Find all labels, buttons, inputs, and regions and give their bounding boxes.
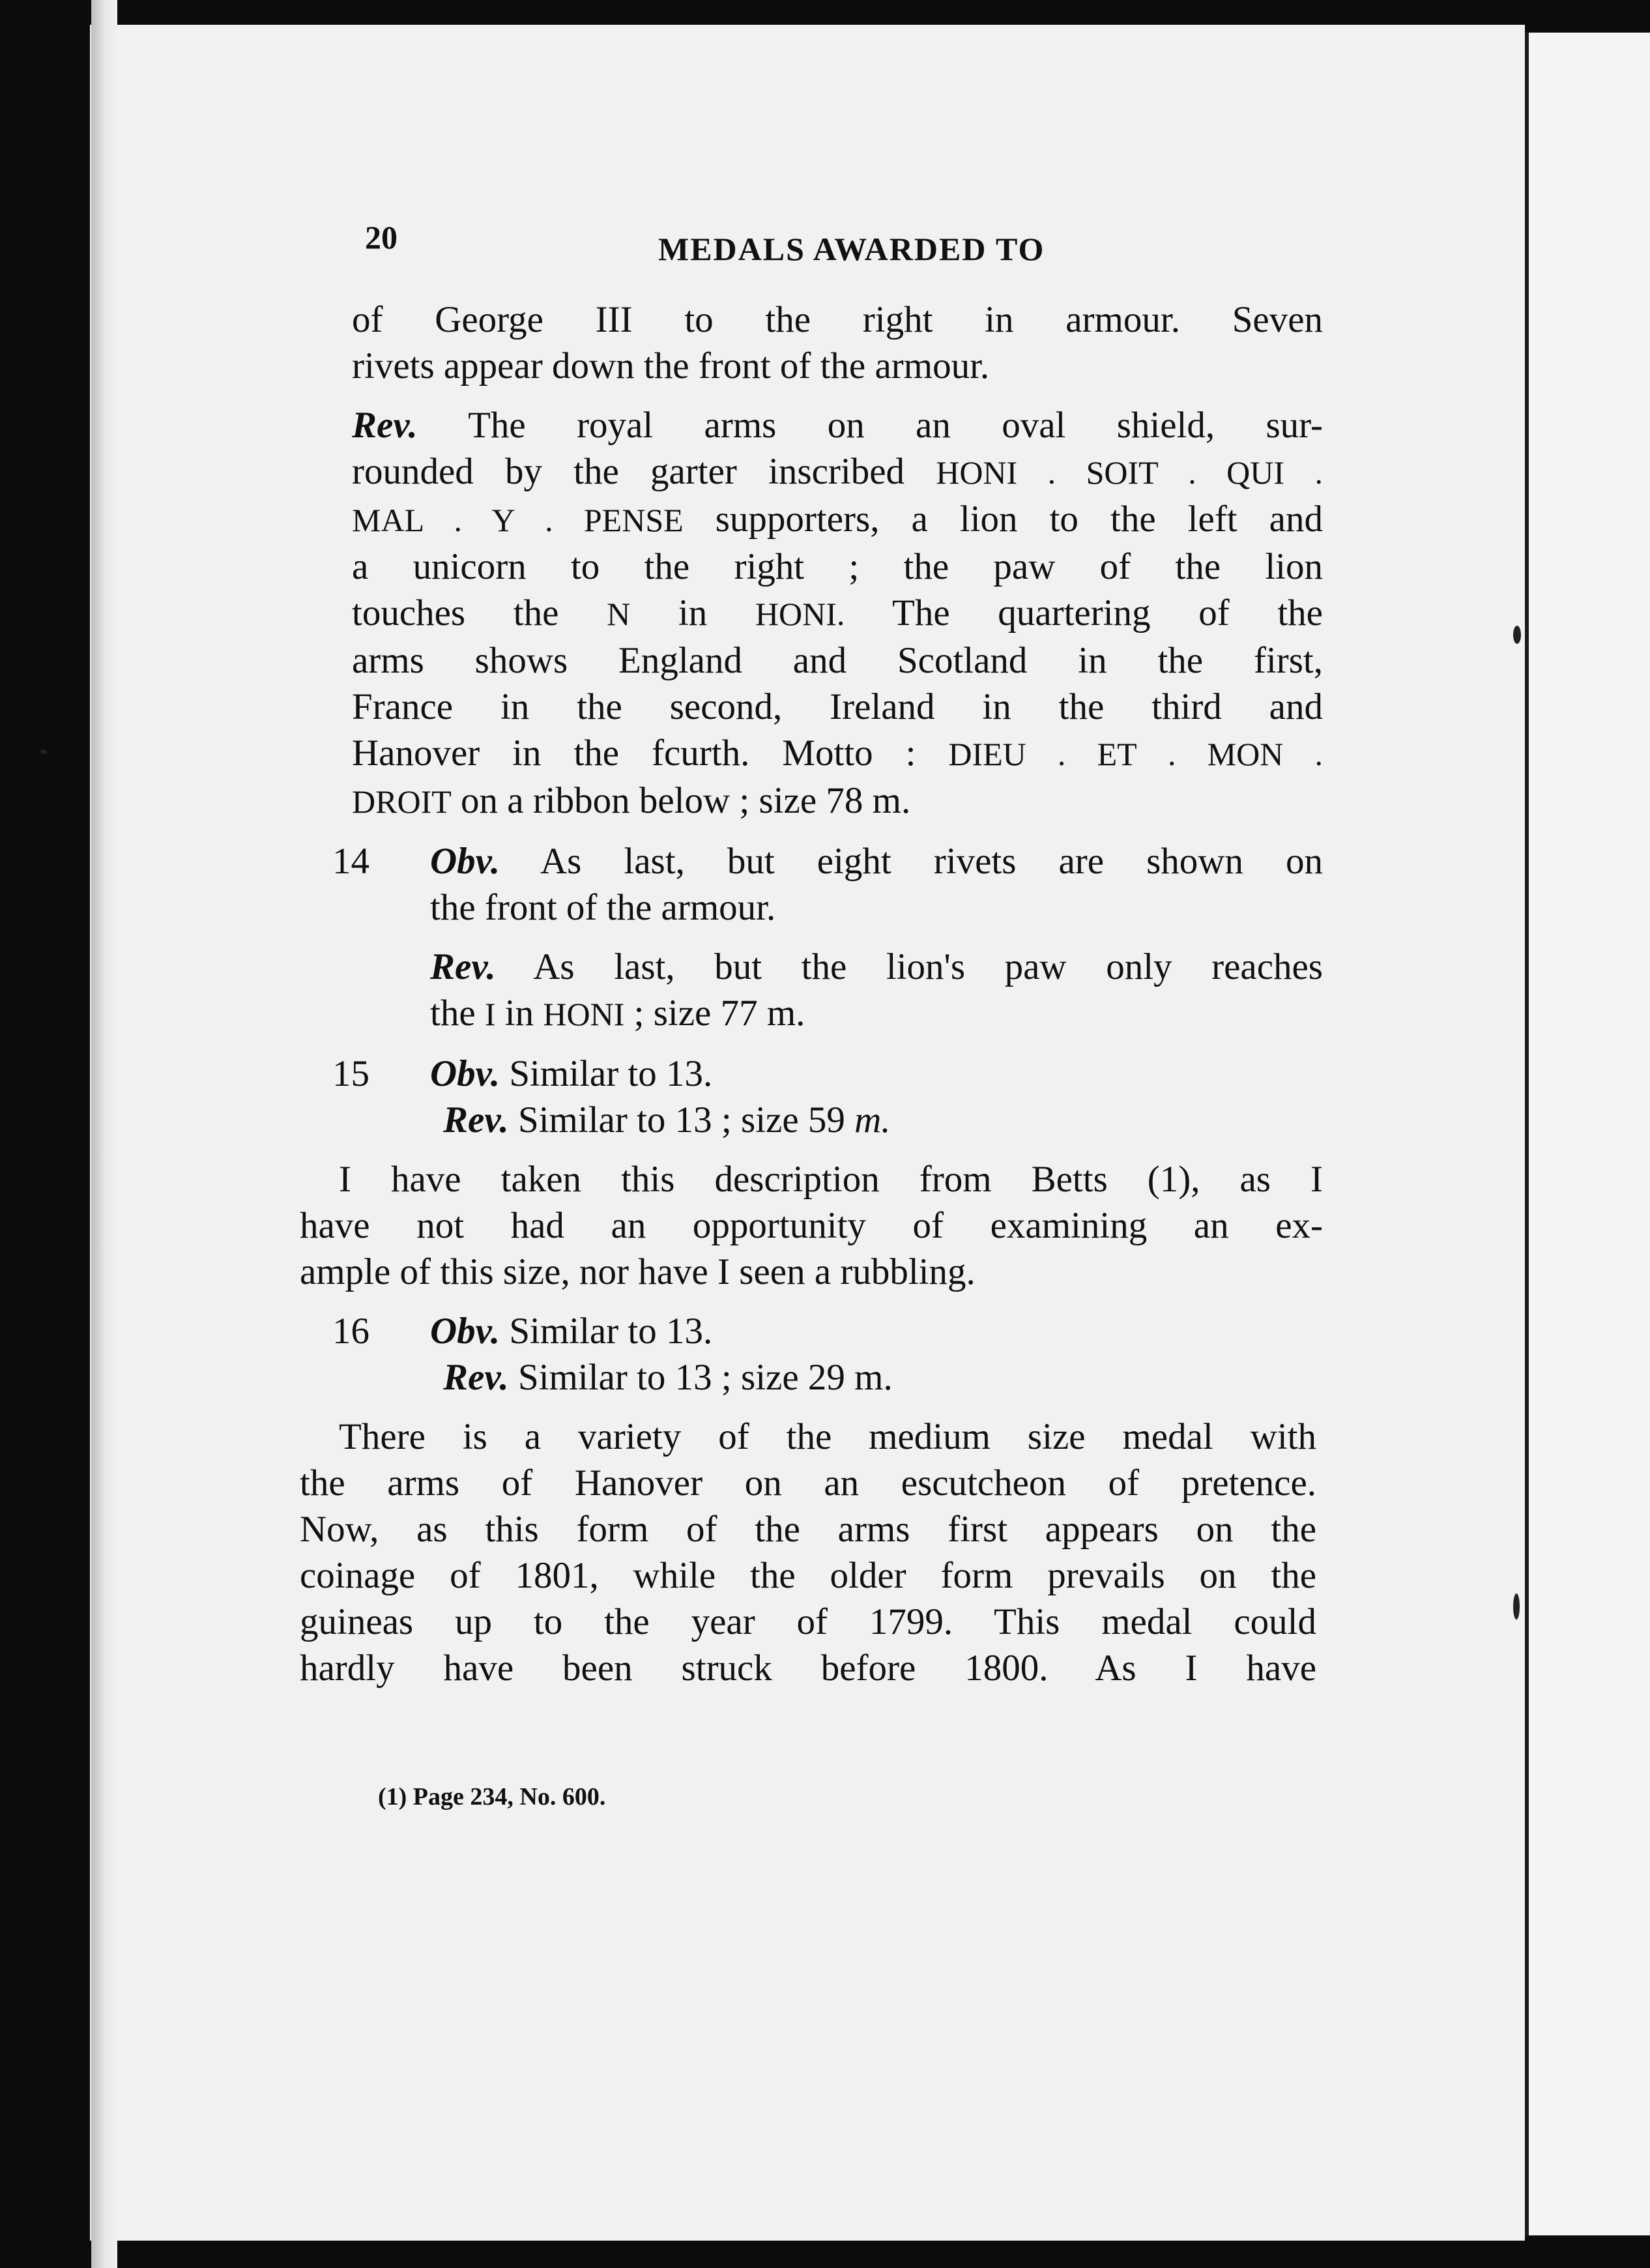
text-span: m. [854, 1099, 891, 1141]
entry-15-obv [332, 1051, 1323, 1097]
small-caps-span: DIEU . ET . MON . [948, 736, 1324, 772]
text-span: The royal arms on an oval shield, sur- [468, 405, 1323, 446]
text-span: rounded by the garter inscribed [352, 451, 936, 492]
text-line: guineas up to the year of 1799. This medal could [300, 1601, 1316, 1642]
text-line: Now, as this form of the arms first appears on the [300, 1509, 1316, 1550]
obv-label: Obv. [430, 1053, 500, 1094]
small-caps-span: DROIT [352, 783, 452, 820]
paragraph-variety [300, 1414, 1316, 1691]
text-line [430, 838, 1323, 884]
text-span: Similar to 13 ; size 29 m. [518, 1357, 893, 1398]
text-line: coinage of 1801, while the older form prevails on the [300, 1555, 1316, 1596]
text-span: Hanover in the fcurth. Motto : [352, 733, 949, 774]
small-caps-span: I [484, 996, 496, 1032]
small-caps-span: HONI. [755, 596, 845, 632]
text-line [352, 590, 1323, 637]
text-line: arms shows England and Scotland in the first, [352, 640, 1323, 681]
text-line [430, 1308, 712, 1354]
text-line: have not had an opportunity of examining an ex- [300, 1205, 1323, 1246]
small-caps-span: HONI . SOIT . QUI . [936, 454, 1323, 491]
entry-16-obv [332, 1308, 1323, 1354]
small-caps-span: N [607, 596, 631, 632]
text-line [352, 730, 1323, 778]
page-body [300, 297, 1324, 1691]
text-line [345, 1097, 1323, 1143]
text-span: the [430, 993, 485, 1034]
text-line [345, 1354, 1323, 1401]
text-span: As last, but eight rivets are shown on [540, 841, 1323, 882]
scan-speck [1513, 1593, 1520, 1620]
rev-label: Rev. [430, 946, 496, 987]
text-line: the front of the armour. [430, 887, 776, 928]
entry-number: 16 [332, 1311, 369, 1352]
text-span: touches the [352, 592, 607, 633]
text-line [352, 496, 1323, 544]
text-span: supporters, a lion to the left and [683, 499, 1323, 540]
text-line: of George III to the right in armour. Seven [352, 299, 1323, 340]
text-line [352, 448, 1323, 496]
rev-label: Rev. [443, 1099, 509, 1141]
text-line: the arms of Hanover on an escutcheon of pretence. [300, 1462, 1316, 1504]
obv-label: Obv. [430, 1311, 500, 1352]
text-line [430, 944, 1323, 990]
facing-page-edge [1525, 33, 1650, 2235]
text-line: France in the second, Ireland in the third and [352, 686, 1323, 727]
rev-label: Rev. [443, 1357, 509, 1398]
text-span: in [495, 993, 543, 1034]
text-line: I have taken this description from Betts (1), as I [339, 1159, 1323, 1200]
text-line: There is a variety of the medium size medal with [339, 1416, 1316, 1457]
text-span: ; size 77 m. [624, 993, 805, 1034]
text-span: Similar to 13 ; size 59 [518, 1099, 855, 1141]
entry-number: 15 [332, 1053, 369, 1094]
text-span: in [630, 592, 755, 633]
footnote: (1) Page 234, No. 600. [378, 1783, 606, 1810]
page-gutter-shadow [91, 0, 117, 2268]
running-head: MEDALS AWARDED TO [658, 231, 1045, 267]
small-caps-span: MAL . Y . PENSE [352, 502, 684, 538]
scan-speck [40, 749, 47, 754]
text-line [352, 402, 1323, 448]
obv-label: Obv. [430, 841, 500, 882]
text-line [430, 1051, 712, 1097]
text-line: a unicorn to the right ; the paw of the lion [352, 546, 1323, 587]
text-span: As last, but the lion's paw only reaches [533, 946, 1323, 987]
text-span: The quartering of the [845, 592, 1323, 633]
text-line [352, 778, 1323, 825]
scan-speck [1513, 626, 1521, 644]
text-line [430, 990, 1323, 1038]
text-line: ample of this size, nor have I seen a rubbling. [300, 1251, 976, 1292]
page-number: 20 [365, 219, 398, 255]
paragraph-betts [300, 1156, 1323, 1295]
text-span: Similar to 13. [509, 1311, 713, 1352]
small-caps-span: HONI [543, 996, 625, 1032]
rev-label: Rev. [352, 405, 418, 446]
text-span: Similar to 13. [509, 1053, 713, 1094]
entry-14 [332, 838, 1323, 1051]
text-span: on a ribbon below ; size 78 m. [451, 780, 911, 821]
entry-number: 14 [332, 841, 369, 882]
text-line: rivets appear down the front of the armour. [352, 345, 990, 386]
text-line: hardly have been struck before 1800. As I have [300, 1648, 1316, 1689]
